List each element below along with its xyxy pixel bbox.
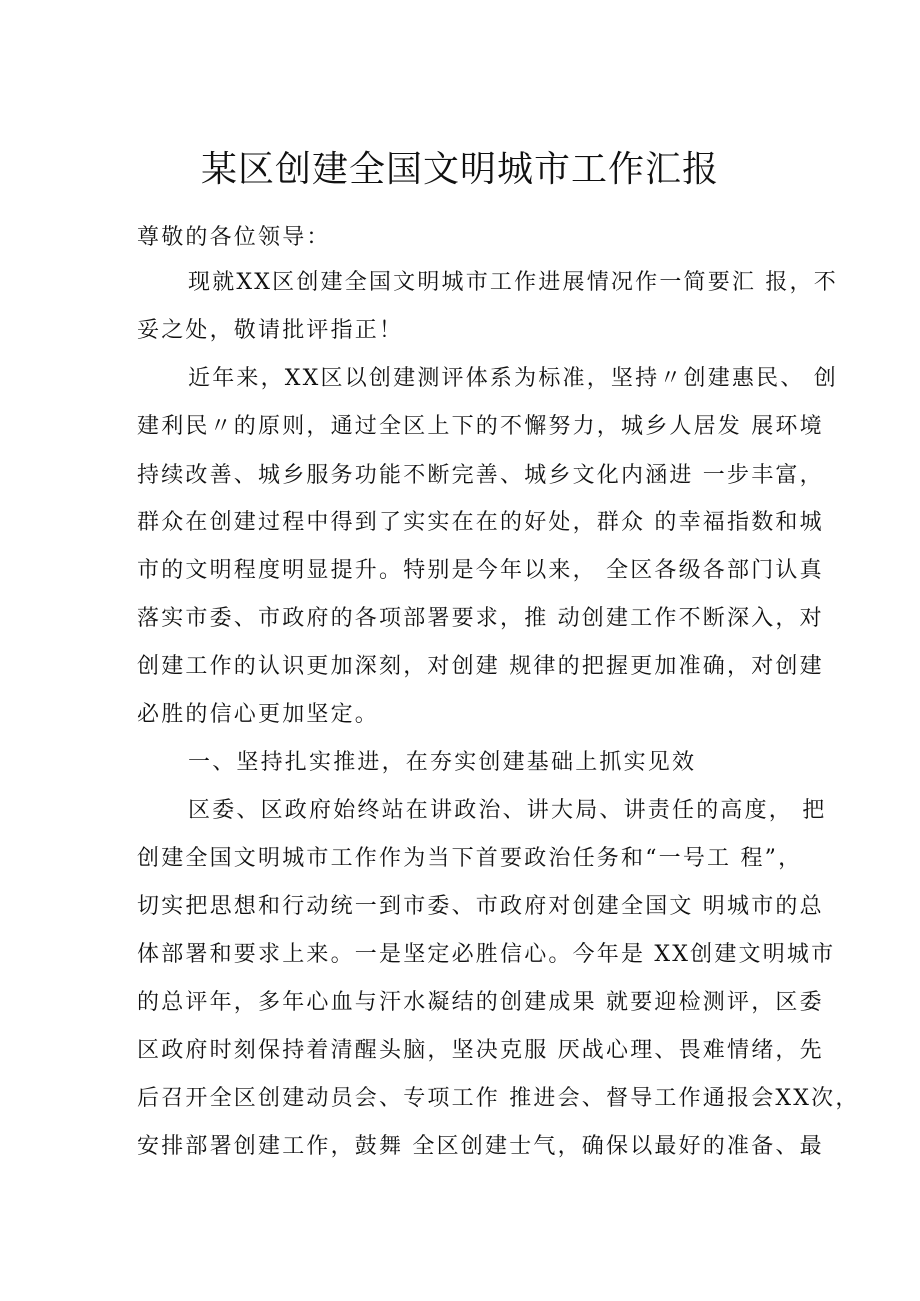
body-line: 持续改善、城乡服务功能不断完善、城乡文化内涵进 一步丰富， [137,463,824,488]
body-line: 创建全国文明城市工作作为当下首要政治任务和“一号工 程”， [137,846,803,871]
body-line: 群众在创建过程中得到了实实在在的好处，群众 的幸福指数和城 [137,510,824,535]
body-line: 近年来，XX区以创建测评体系为标准，坚持〃创建惠民、 创 [188,366,838,391]
salutation: 尊敬的各位领导： [137,225,331,250]
body-line: 区政府时刻保持着清醒头脑，坚决克服 厌战心理、畏难情绪，先 [137,1038,824,1063]
body-line: 建利民〃的原则，通过全区上下的不懈努力，城乡人居发 展环境 [137,414,824,439]
body-line: 的总评年，多年心血与汗水凝结的创建成果 就要迎检测评，区委 [137,990,824,1015]
body-line: 区委、区政府始终站在讲政治、讲大局、讲责任的高度， 把 [188,798,827,823]
body-line: 市的文明程度明显提升。特别是今年以来， 全区各级各部门认真 [137,558,824,583]
body-line: 现就XX区创建全国文明城市工作进展情况作一简要汇 报，不 [188,270,838,295]
body-line: 体部署和要求上来。一是坚定必胜信心。今年是 XX创建文明城市 [137,942,836,967]
body-line: 创建工作的认识更加深刻，对创建 规律的把握更加准确，对创建 [137,654,824,679]
section-heading: 一、坚持扎实推进，在夯实创建基础上抓实见效 [188,750,697,775]
body-line: 落实市委、市政府的各项部署要求，推 动创建工作不断深入，对 [137,606,824,631]
body-line: 切实把思想和行动统一到市委、市政府对创建全国文 明城市的总 [137,894,824,919]
document-title: 某区创建全国文明城市工作汇报 [200,149,719,190]
body-line: 安排部署创建工作，鼓舞 全区创建士气，确保以最好的准备、最 [137,1134,824,1159]
body-line: 妥之处，敬请批评指正！ [137,318,404,343]
body-line: 必胜的信心更加坚定。 [137,702,380,727]
body-line: 后召开全区创建动员会、专项工作 推进会、督导工作通报会XX次， [137,1086,860,1111]
